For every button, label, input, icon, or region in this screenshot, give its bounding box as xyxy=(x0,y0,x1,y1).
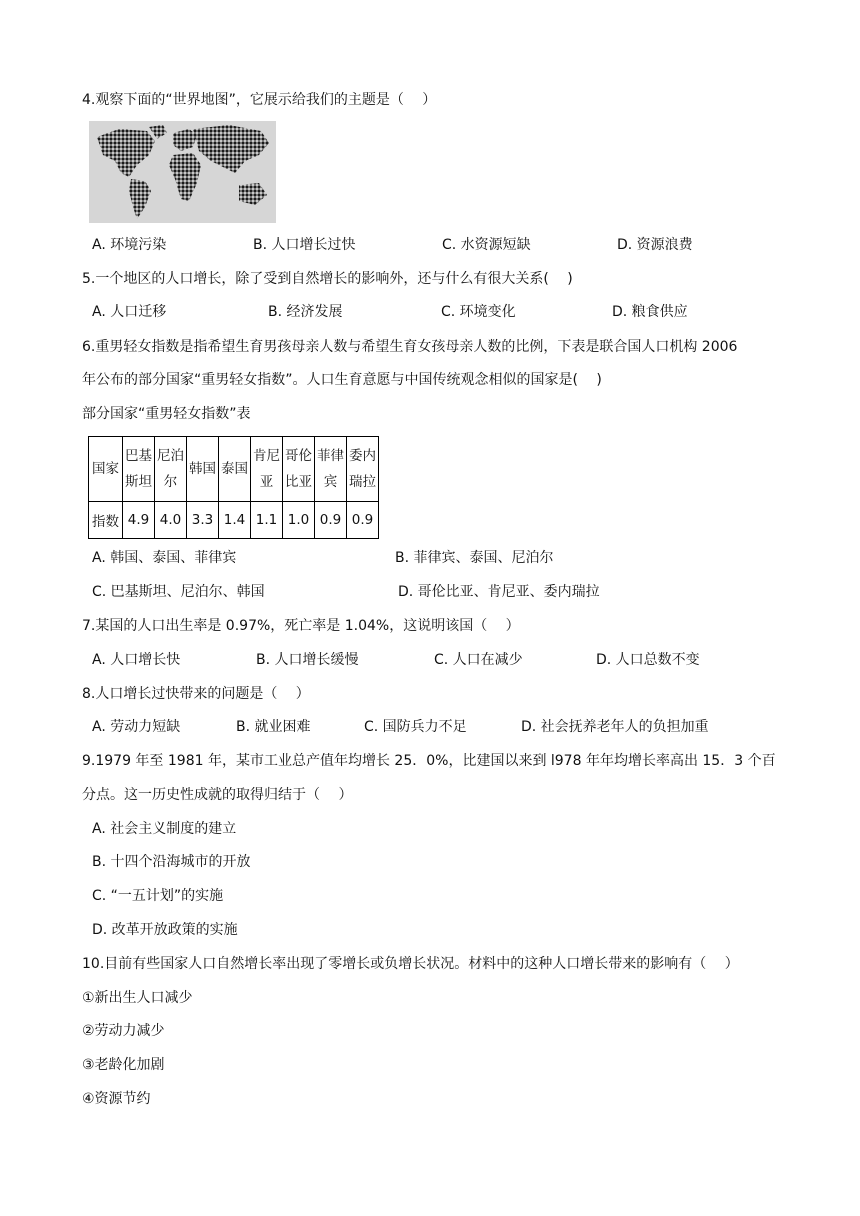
q8-option-c: C. 国防兵力不足 xyxy=(364,719,467,735)
q6-option-b: B. 菲律宾、泰国、尼泊尔 xyxy=(395,550,554,566)
table-cell: 肯尼 亚 xyxy=(251,437,283,502)
table-cell: 委内 瑞拉 xyxy=(347,437,379,502)
q4-option-b: B. 人口增长过快 xyxy=(253,237,356,253)
table-cell: 4.9 xyxy=(123,502,155,539)
table-cell: 3.3 xyxy=(187,502,219,539)
q5-option-d: D. 粮食供应 xyxy=(612,304,688,320)
q5-option-a: A. 人口迁移 xyxy=(92,304,167,320)
q5-option-c: C. 环境变化 xyxy=(441,304,516,320)
index-table xyxy=(88,436,379,539)
table-cell: 1.1 xyxy=(251,502,283,539)
q8-option-d: D. 社会抚养老年人的负担加重 xyxy=(521,719,709,735)
q4-stem: 4.观察下面的“世界地图”，它展示给我们的主题是（ ） xyxy=(82,92,437,108)
q7-option-c: C. 人口在减少 xyxy=(434,652,523,668)
q7-option-b: B. 人口增长缓慢 xyxy=(256,652,359,668)
q6-option-a: A. 韩国、泰国、菲律宾 xyxy=(92,550,237,566)
q7-stem: 7.某国的人口出生率是 0.97%，死亡率是 1.04%，这说明该国（ ） xyxy=(82,618,520,634)
table-cell: 菲律 宾 xyxy=(315,437,347,502)
q7-option-d: D. 人口总数不变 xyxy=(596,652,700,668)
q10-item-2: ②劳动力减少 xyxy=(82,1023,165,1039)
table-cell: 4.0 xyxy=(155,502,187,539)
q8-option-b: B. 就业困难 xyxy=(236,719,311,735)
q8-stem: 8.人口增长过快带来的问题是（ ） xyxy=(82,686,310,702)
table-row xyxy=(89,502,379,539)
q4-option-a: A. 环境污染 xyxy=(92,237,167,253)
q9-option-c: C. “一五计划”的实施 xyxy=(92,888,224,904)
q6-table-caption: 部分国家“重男轻女指数”表 xyxy=(82,406,251,422)
table-cell: 1.0 xyxy=(283,502,315,539)
q9-stem-line2: 分点。这一历史性成就的取得归结于（ ） xyxy=(82,787,353,803)
q7-option-a: A. 人口增长快 xyxy=(92,652,181,668)
q8-option-a: A. 劳动力短缺 xyxy=(92,719,181,735)
table-cell: 巴基 斯坦 xyxy=(123,437,155,502)
table-cell: 哥伦 比亚 xyxy=(283,437,315,502)
q10-item-1: ①新出生人口减少 xyxy=(82,990,193,1006)
table-cell: 0.9 xyxy=(315,502,347,539)
q9-option-b: B. 十四个沿海城市的开放 xyxy=(92,854,251,870)
q6-option-c: C. 巴基斯坦、尼泊尔、韩国 xyxy=(92,584,265,600)
table-row xyxy=(89,437,379,502)
q5-stem: 5.一个地区的人口增长，除了受到自然增长的影响外，还与什么有很大关系( ) xyxy=(82,271,573,287)
table-cell: 0.9 xyxy=(347,502,379,539)
q9-option-a: A. 社会主义制度的建立 xyxy=(92,821,237,837)
table-cell: 泰国 xyxy=(219,437,251,502)
q6-stem-line1: 6.重男轻女指数是指希望生育男孩母亲人数与希望生育女孩母亲人数的比例，下表是联合国人口机构 2006 xyxy=(82,339,738,355)
q4-option-d: D. 资源浪费 xyxy=(617,237,693,253)
row-header-index: 指数 xyxy=(89,502,123,539)
q4-option-c: C. 水资源短缺 xyxy=(442,237,531,253)
q6-option-d: D. 哥伦比亚、肯尼亚、委内瑞拉 xyxy=(398,584,600,600)
q10-stem: 10.目前有些国家人口自然增长率出现了零增长或负增长状况。材料中的这种人口增长带来的影响有（ ） xyxy=(82,956,739,972)
q9-option-d: D. 改革开放政策的实施 xyxy=(92,922,238,938)
q6-stem-line2: 年公布的部分国家“重男轻女指数”。人口生育意愿与中国传统观念相似的国家是( ) xyxy=(82,372,602,388)
row-header-country: 国家 xyxy=(89,437,123,502)
q10-item-3: ③老龄化加剧 xyxy=(82,1057,165,1073)
table-cell: 1.4 xyxy=(219,502,251,539)
table-cell: 韩国 xyxy=(187,437,219,502)
q5-option-b: B. 经济发展 xyxy=(268,304,343,320)
q10-item-4: ④资源节约 xyxy=(82,1091,151,1107)
table-cell: 尼泊 尔 xyxy=(155,437,187,502)
world-map-image xyxy=(89,121,276,223)
q9-stem-line1: 9.1979 年至 1981 年，某市工业总产值年均增长 25．0%，比建国以来到 l978 年年均增长率高出 15．3 个百 xyxy=(82,753,776,769)
